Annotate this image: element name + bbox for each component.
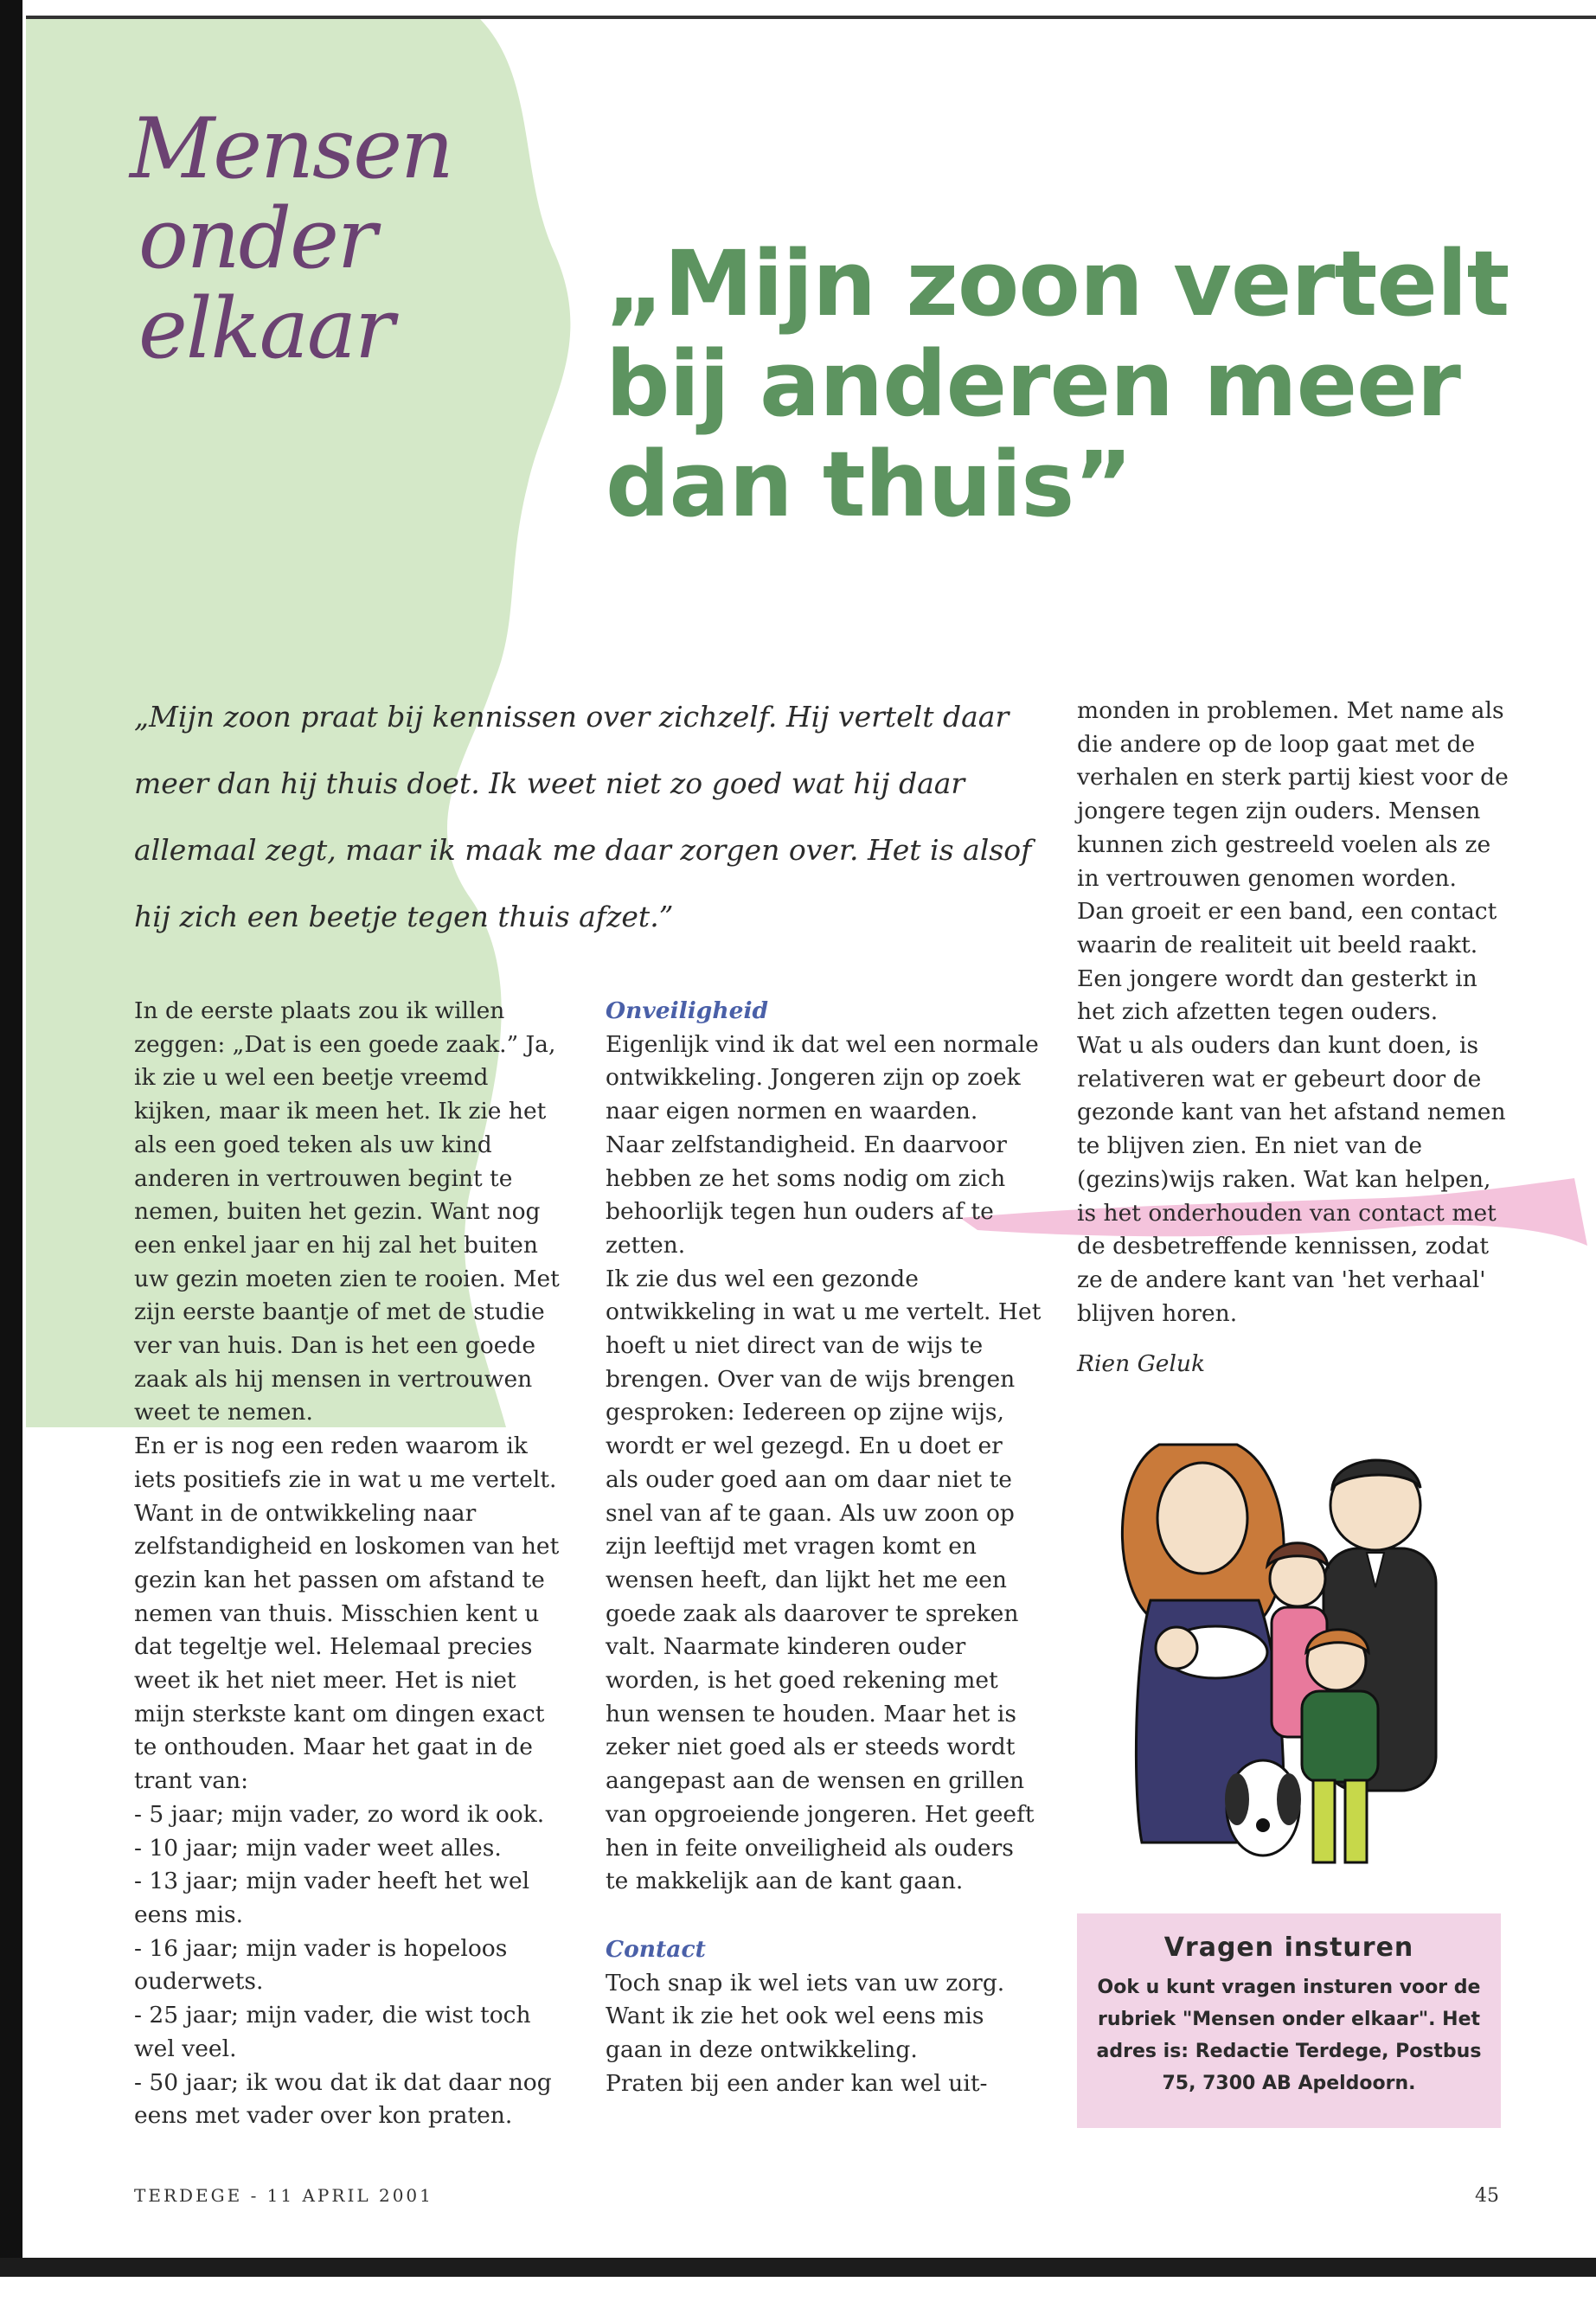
- page-number: 45: [1475, 2185, 1499, 2207]
- series-title-line1: Mensen: [130, 100, 452, 197]
- top-rule: [26, 16, 1596, 19]
- box-text: Ook u kunt vragen insturen voor de rubriek "Mensen onder elkaar". Het adres is: Redactie Terdege, Postbus 75, 7300 AB Apeldoorn.: [1096, 1977, 1482, 2094]
- lead-quote: „Mijn zoon praat bij kennissen over zichzelf. Hij vertelt daar meer dan hij thuis doet. Ik weet niet zo goed wat hij daar allemaal zegt, maar ik maak me daar zorgen over. Het is alsof hij zich een beetje tegen thuis afzet.”: [134, 700, 1032, 933]
- submit-questions-box: [1077, 1913, 1501, 2128]
- paragraph: En er is nog een reden waarom ik iets positiefs zie in wat u me vertelt. Want in de ontwikkeling naar zelfstandigheid en loskomen van het gezin kan het passen om afstand te nemen van thuis. Misschien kent u dat tegeltje wel. Helemaal precies weet ik het niet meer. Het is niet mijn sterkste kant om dingen exact te onthouden. Maar het gaat in de trant van:: [134, 1433, 560, 1795]
- list-item: - 50 jaar; ik wou dat ik dat daar nog eens met vader over kon praten.: [134, 2068, 552, 2130]
- spacer: [606, 1899, 1042, 1933]
- paragraph: monden in problemen. Met name als die andere op de loop gaat met de verhalen en sterk partij kiest voor de jongere tegen zijn ouders. Mensen kunnen zich gestreeld voelen als ze in vertrouwen genomen worden. Dan groeit er een band, een contact waarin de realiteit uit beeld raakt. Een jongere wordt dan gesterkt in het zich afzetten tegen ouders.: [1077, 697, 1509, 1026]
- bottom-rule: [0, 2258, 1596, 2277]
- list-item: - 10 jaar; mijn vader weet alles.: [134, 1834, 502, 1862]
- list-item: - 16 jaar; mijn vader is hopeloos ouderwets.: [134, 1934, 508, 1996]
- headline: „Mijn zoon vertelt bij anderen meer dan thuis”: [606, 231, 1509, 537]
- left-edge: [0, 0, 22, 2266]
- paragraph: Ik zie dus wel een gezonde ontwikkeling in wat u me vertelt. Het hoeft u niet direct van de wijs te brengen. Over van de wijs brengen gesproken: Iedereen op zijne wijs, wordt er wel gezegd. En u doet er als ouder goed aan om daar niet te snel van af te gaan. Als uw zoon op zijn leeftijd met vragen komt en wensen heeft, dan lijkt het me een goede zaak als daarover te spreken valt. Naarmate kinderen ouder worden, is het goed rekening met hun wensen te houden. Maar het is zeker niet goed als er steeds wordt aangepast aan de wensen en grillen van opgroeiende jongeren. Het geeft hen in feite onveiligheid als ouders te makkelijk aan de kant gaan.: [606, 1265, 1042, 1895]
- list-item: - 13 jaar; mijn vader heeft het wel eens mis.: [134, 1868, 530, 1928]
- box-title: Vragen insturen: [1163, 1932, 1414, 1963]
- paragraph: Praten bij een ander kan wel uit-: [606, 2069, 988, 2097]
- article-column-2: [606, 995, 1042, 2101]
- subheading-onveiligheid: Onveiligheid: [606, 997, 769, 1024]
- author-name: Rien Geluk: [1077, 1350, 1206, 1378]
- paragraph: Eigenlijk vind ik dat wel een normale ontwikkeling. Jongeren zijn op zoek naar eigen normen en waarden. Naar zelfstandigheid. En daarvoor hebben ze het soms nodig om zich behoorlijk tegen hun ouders af te zetten.: [606, 1030, 1039, 1259]
- paragraph: Wat u als ouders dan kunt doen, is relativeren wat er gebeurt door de gezonde kant van het afstand nemen te blijven zien. En niet van de (gezins)wijs raken. Wat kan helpen, is het onderhouden van contact met de desbetreffende kennissen, zodat ze de andere kant van 'het verhaal' blijven horen.: [1077, 1032, 1506, 1327]
- footer-publication: TERDEGE - 11 APRIL 2001: [134, 2185, 433, 2206]
- series-title-line3: elkaar: [138, 280, 394, 377]
- family-illustration-icon: [1116, 1436, 1522, 1877]
- article-column-1: [134, 995, 567, 2133]
- paragraph: Toch snap ik wel iets van uw zorg. Want ik zie het ook wel eens mis gaan in deze ontwikkeling.: [606, 1969, 1005, 2064]
- article-column-3: [1077, 695, 1509, 1381]
- paragraph: In de eerste plaats zou ik willen zeggen: „Dat is een goede zaak.” Ja, ik zie u wel een beetje vreemd kijken, maar ik meen het. Ik zie het als een goed teken als uw kind anderen in vertrouwen begint te nemen, buiten het gezin. Want nog een enkel jaar en hij zal het buiten uw gezin moeten zien te rooien. Met zijn eerste baantje of met de studie ver van huis. Dan is het een goede zaak als hij mensen in vertrouwen weet te nemen.: [134, 997, 560, 1426]
- series-title-line2: onder: [138, 190, 375, 287]
- subheading-contact: Contact: [606, 1935, 706, 1963]
- list-item: - 5 jaar; mijn vader, zo word ik ook.: [134, 1800, 545, 1828]
- list-item: - 25 jaar; mijn vader, die wist toch wel veel.: [134, 2002, 531, 2062]
- series-title: [130, 100, 493, 377]
